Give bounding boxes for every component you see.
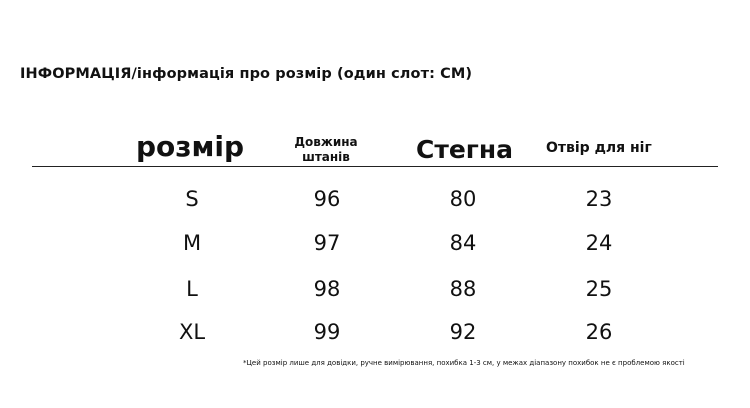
column-header-pants-length-line1: Довжина [294, 135, 358, 149]
hip-cell: 80 [449, 187, 477, 211]
column-header-hip: Стегна [416, 135, 513, 164]
header-divider [32, 166, 718, 167]
leg-opening-cell: 24 [585, 231, 613, 255]
length-cell: 98 [313, 277, 341, 301]
column-header-pants-length-line2: штанів [302, 150, 350, 164]
size-cell: XL [178, 320, 206, 344]
size-cell: M [182, 231, 202, 255]
length-cell: 96 [313, 187, 341, 211]
size-info-heading: ІНФОРМАЦІЯ/інформація про розмір (один слот: СМ) [20, 66, 473, 82]
column-header-leg-opening: Отвір для ніг [546, 140, 652, 156]
length-cell: 99 [313, 320, 341, 344]
column-header-size: розмір [136, 130, 245, 163]
column-header-pants-length [286, 135, 366, 165]
table-row [0, 277, 750, 307]
measurement-disclaimer: *Цей розмір лише для довідки, ручне вимірювання, похибка 1-3 см, у межах діапазону похибок не є проблемою якості [243, 359, 685, 367]
leg-opening-cell: 23 [585, 187, 613, 211]
table-row [0, 231, 750, 261]
hip-cell: 92 [449, 320, 477, 344]
leg-opening-cell: 26 [585, 320, 613, 344]
leg-opening-cell: 25 [585, 277, 613, 301]
table-row [0, 320, 750, 350]
size-cell: S [185, 187, 199, 211]
hip-cell: 88 [449, 277, 477, 301]
length-cell: 97 [313, 231, 341, 255]
table-row [0, 187, 750, 217]
hip-cell: 84 [449, 231, 477, 255]
size-cell: L [186, 277, 198, 301]
